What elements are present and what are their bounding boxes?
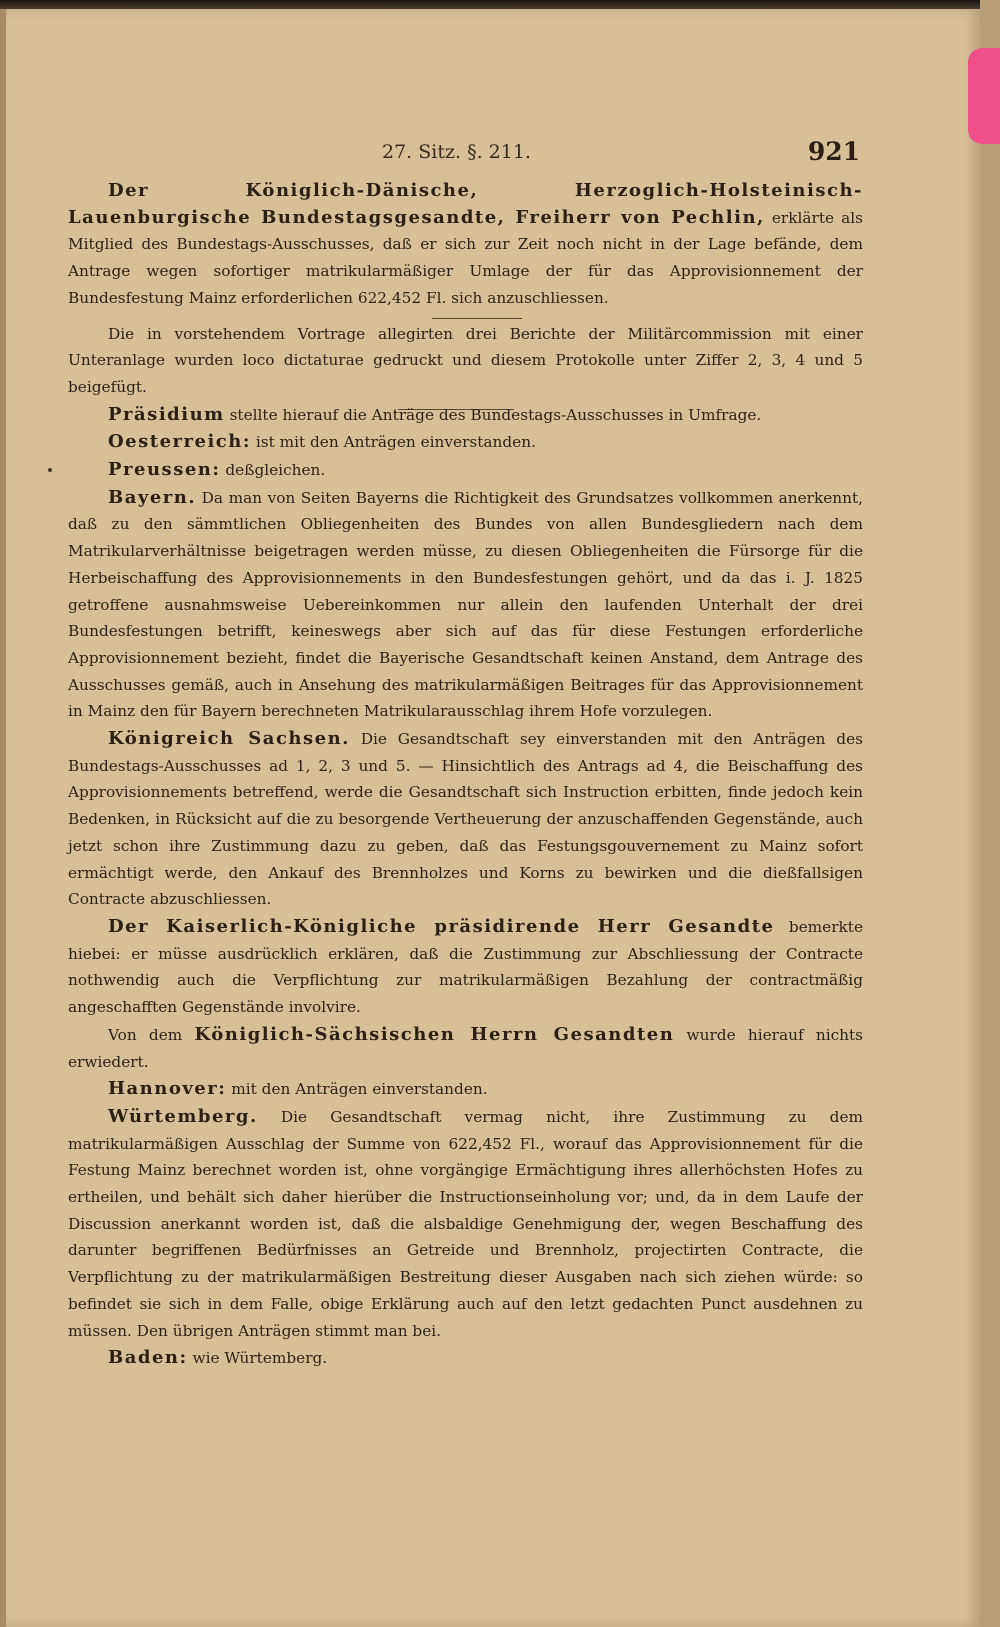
speaker-wuertemberg: Würtemberg. [108, 1105, 258, 1127]
page-body [68, 178, 863, 1373]
paragraph-sachsen [68, 726, 863, 913]
speaker-saxon-envoy: Königlich-Sächsischen Herrn Gesandten [194, 1023, 675, 1045]
paragraph-hannover [68, 1076, 863, 1103]
statement-text: erklärte als Mitglied des Bundestags-Ausschusses, daß er sich zur Zeit noch nicht in der Lage befände, dem Antrage wegen sofortiger matrikularmäßiger Umlage der für das Approvisionnement der Bundesfestung Mainz erforderlichen 622,452 Fl. sich anzuschliessen. [68, 208, 863, 307]
statement-text: wie Würtemberg. [187, 1349, 328, 1368]
speaker-presiding-envoy: Der Kaiserlich-Königliche präsidirende Herr Gesandte [108, 915, 775, 937]
statement-text: wurde hierauf nichts erwiedert. [68, 1025, 864, 1071]
paragraph-baden [68, 1345, 863, 1372]
paragraph-wuertemberg [68, 1104, 863, 1344]
statement-text: mit den Anträgen einverstanden. [226, 1080, 488, 1099]
page-gutter-shadow [0, 9, 6, 1627]
statement-prefix: Von dem [108, 1025, 195, 1044]
statement-text: Die Gesandtschaft sey einverstanden mit den Anträgen des Bundestags-Ausschusses ad 1, 2, 3 und 5. — Hinsichtlich des Antrags ad 4, die Beischaffung des Approvisionnements betreffend, werde die Gesandtschaft sich Instruction erbitten, finde jedoch kein Bedenken, in Rücksicht auf die zu besorgende Vertheuerung der anzuschaffenden Gegenstände, auch jetzt schon ihre Zustimmung dazu zu geben, daß das Festungsgouvernement zu Mainz sofort ermächtigt werde, den Ankauf des Brennholzes und Korns zu bewirken und die dießfallsigen Contracte abzuschliessen. [68, 730, 863, 909]
statement-text: stellte hierauf die Anträge des Bundestags-Ausschusses in Umfrage. [224, 405, 762, 424]
speaker-danish-envoy: Der Königlich-Dänische, Herzoglich-Holsteinisch-Lauenburgische Bundestagsgesandte, Freiherr von Pechlin, [68, 180, 863, 228]
paragraph-saxon-reply [68, 1022, 863, 1075]
paragraph-reports-note [68, 321, 863, 401]
speaker-hannover: Hannover: [108, 1078, 227, 1100]
running-head: 27. Sitz. §. 211. [382, 141, 531, 163]
speaker-bayern: Bayern. [108, 486, 197, 508]
scan-top-border [0, 0, 1000, 9]
statement-text: Die Gesandtschaft vermag nicht, ihre Zustimmung zu dem matrikularmäßigen Ausschlag der Summe von 622,452 Fl., worauf das Approvisionnement für die Festung Mainz berechnet worden ist, ohne vorgängige Ermächtigung ihres allerhöchsten Hofes zu ertheilen, und behält sich daher hierüber die Instructionseinholung vor; und, da in dem Laufe der Discussion anerkannt worden ist, daß die alsbaldige Genehmigung der, wegen Beschaffung des darunter begriffenen Bedürfnisses an Getreide und Brennholz, projectirten Contracte, die Verpflichtung zu der matrikularmäßigen Bestreitung dieser Ausgaben nach sich ziehen würde: so befindet sie sich in dem Falle, obige Erklärung auch auf den letzt gedachten Punct ausdehnen zu müssen. Den übrigen Anträgen stimmt man bei. [68, 1107, 863, 1340]
speaker-sachsen: Königreich Sachsen. [108, 728, 350, 750]
page-number: 921 [807, 137, 860, 166]
statement-text: bemerkte hiebei: er müsse ausdrücklich erklären, daß die Zustimmung zur Abschliessung der Contracte nothwendig auch die Verpflichtung zur matrikularmäßigen Bezahlung der contractmäßig angeschafften Gegenstände involvire. [68, 917, 864, 1017]
bookmark-tab [968, 48, 1000, 144]
speaker-oesterreich: Oesterreich: [108, 431, 251, 453]
statement-text: deßgleichen. [220, 461, 326, 480]
speaker-praesidium: Präsidium [108, 403, 225, 425]
paragraph-oesterreich [68, 429, 863, 456]
paragraph-preussen [68, 457, 863, 484]
paragraph-bayern [68, 485, 863, 725]
paragraph-presiding-envoy [68, 914, 863, 1021]
page-header [70, 135, 860, 175]
speaker-baden: Baden: [108, 1347, 188, 1369]
statement-text: ist mit den Anträgen einverstanden. [250, 433, 536, 452]
scan-right-border [980, 0, 1000, 1627]
statement-text: Da man von Seiten Bayerns die Richtigkeit des Grundsatzes vollkommen anerkennt, daß zu den sämmtlichen Obliegenheiten des Bundes von allen Bundesgliedern nach dem Matrikularverhältnisse beigetragen werden müsse, zu diesen Obliegenheiten die Fürsorge für die Herbeischaffung des Approvisionnements in den Bundesfestungen gehört, und da das i. J. 1825 getroffene ausnahmsweise Uebereinkommen nur allein den laufenden Unterhalt der drei Bundesfestungen betrifft, keineswegs aber sich auf das für diese Festungen erforderliche Approvisionnement bezieht, findet die Bayerische Gesandtschaft keinen Anstand, dem Antrage des Ausschusses gemäß, auch in Ansehung des matrikularmäßigen Beitrages für das Approvisionnement in Mainz den für Bayern berechneten Matrikularausschlag ihrem Hofe vorzulegen. [68, 488, 863, 721]
margin-mark [48, 468, 52, 472]
speaker-preussen: Preussen: [108, 459, 221, 481]
paragraph-praesidium [68, 402, 863, 429]
statement-text: Die in vorstehendem Vortrage allegirten drei Berichte der Militärcommission mit einer Unteranlage wurden loco dictaturae gedruckt und diesem Protokolle unter Ziffer 2, 3, 4 und 5 beigefügt. [68, 324, 863, 396]
paragraph-danish-envoy [68, 178, 863, 312]
